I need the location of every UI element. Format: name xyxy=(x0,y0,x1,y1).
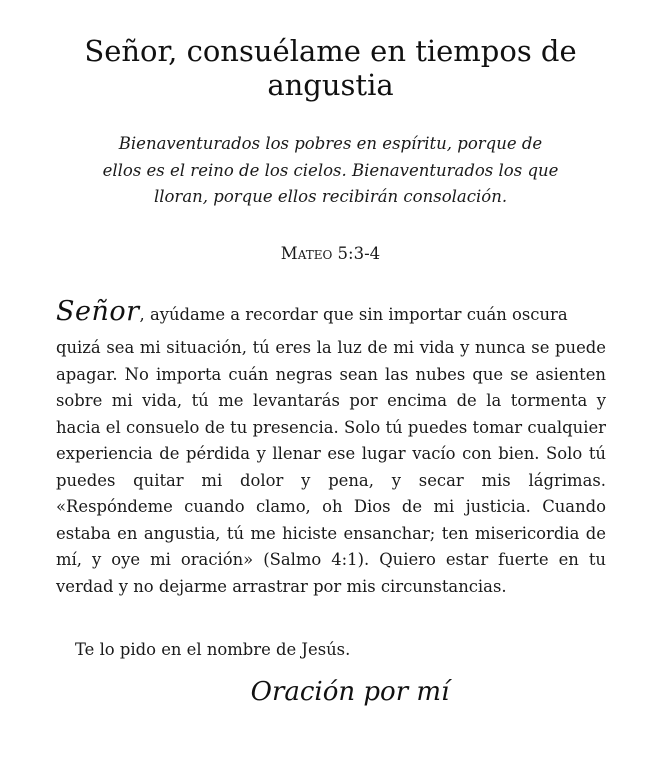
closing-line: Te lo pido en el nombre de Jesús. xyxy=(75,640,351,659)
prayer-lead-word: Señor xyxy=(56,296,140,327)
scripture-reference: Mateo 5:3-4 xyxy=(280,244,381,263)
prayer-first-line-text: , ayúdame a recordar que sin importar cuán oscura xyxy=(139,305,568,324)
signature-caption: Oración por mí xyxy=(250,677,450,707)
prayer-first-line xyxy=(56,292,606,335)
prayer-body xyxy=(56,292,606,600)
prayer-text: quizá sea mi situación, tú eres la luz de mi vida y nunca se puede apagar. No importa cuán negras sean las nubes que se asienten sobre mi vida, tú me levantarás por encima de la tormenta y hacia el consuelo de tu presencia. Solo tú puedes tomar cualquier experiencia de pérdida y llenar ese lugar vacío con bien. Solo tú puedes quitar mi dolor y pena, y secar mis lágrimas. «Respóndeme cuando clamo, oh Dios de mi justicia. Cuando estaba en angustia, tú me hiciste ensanchar; ten misericordia de mí, y oye mi oración» (Salmo 4:1). Quiero estar fuerte en tu verdad y no dejarme arrastrar por mis circunstancias. xyxy=(56,338,606,596)
page-title: Señor, consuélame en tiempos de angustia xyxy=(84,34,577,102)
scripture-verse: Bienaventurados los pobres en espíritu, porque de ellos es el reino de los cielos. Bienaventurados los que lloran, porque ellos recibirán consolación. xyxy=(102,134,559,206)
